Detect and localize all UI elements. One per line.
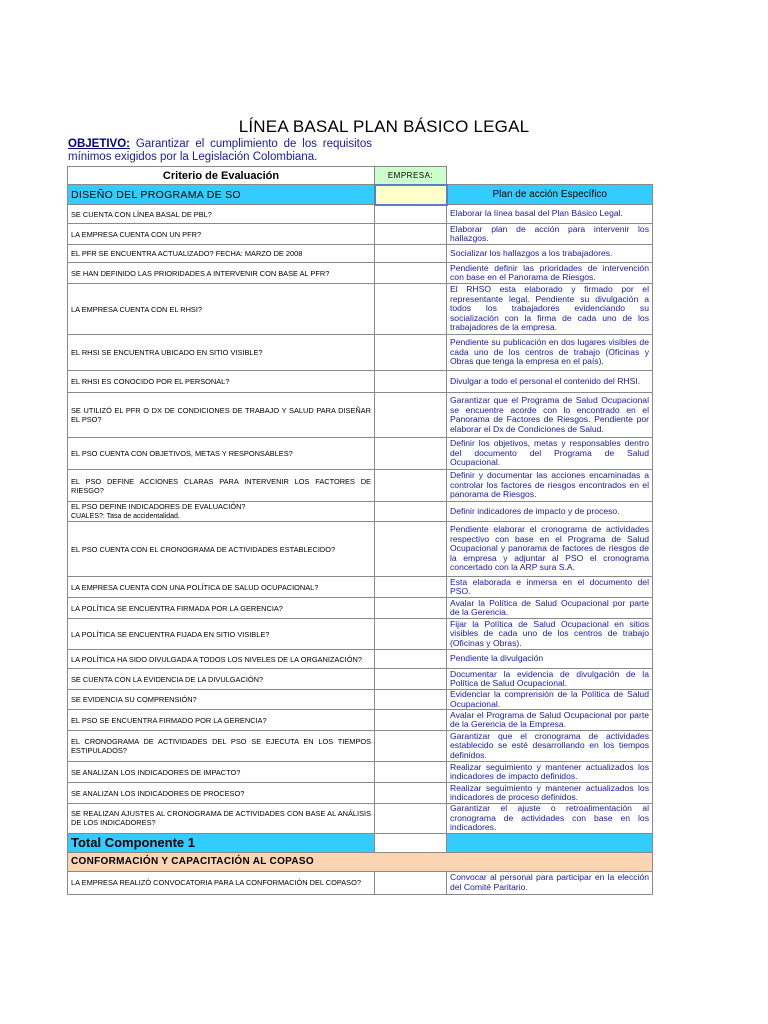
criterion-text: SE ANALIZAN LOS INDICADORES DE PROCESO?	[71, 788, 245, 798]
action-plan-cell: Definir los objetivos, metas y responsables dentro del documento del Programa de Salud Ocupacional.	[447, 438, 653, 470]
company-value-cell[interactable]	[375, 669, 447, 690]
section-copaso-header: CONFORMACIÓN Y CAPACITACIÓN AL COPASO	[68, 852, 653, 871]
company-value-cell[interactable]	[375, 650, 447, 669]
action-plan-cell: Definir indicadores de impacto y de proceso.	[447, 502, 653, 522]
table-row	[68, 762, 653, 783]
company-value-cell[interactable]	[375, 284, 447, 335]
action-plan-cell: Documentar la evidencia de divulgación de la Política de Salud Ocupacional.	[447, 669, 653, 690]
criterion-text: LA EMPRESA CUENTA CON UNA POLÍTICA DE SALUD OCUPACIONAL?	[71, 582, 319, 592]
company-value-cell[interactable]	[375, 393, 447, 438]
table-row	[68, 522, 653, 577]
criterion-cell	[68, 598, 375, 619]
criterion-cell	[68, 205, 375, 224]
criterion-cell	[68, 263, 375, 284]
criterion-cell	[68, 502, 375, 522]
objective-label: OBJETIVO:	[68, 138, 130, 150]
company-value-cell[interactable]	[375, 577, 447, 598]
criterion-text: EL PSO DEFINE ACCIONES CLARAS PARA INTERVENIR LOS FACTORES DE RIESGO?	[71, 476, 371, 495]
criterion-cell	[68, 762, 375, 783]
company-value-cell[interactable]	[375, 470, 447, 502]
criterion-text: LA POLÍTICA HA SIDO DIVULGADA A TODOS LOS NIVELES DE LA ORGANIZACIÓN?	[71, 654, 362, 664]
company-value-cell[interactable]	[375, 598, 447, 619]
action-plan-cell: Pendiente su publicación en dos lugares visibles de cada uno de los centros de trabajo (Oficinas y Obras que tenga la empresa en el país).	[447, 335, 653, 371]
company-header: EMPRESA:	[375, 167, 447, 185]
criterion-text: EL CRONOGRAMA DE ACTIVIDADES DEL PSO SE EJECUTA EN LOS TIEMPOS ESTIPULADOS?	[71, 737, 371, 755]
criterion-text: LA POLÍTICA SE ENCUENTRA FIJADA EN SITIO VISIBLE?	[71, 629, 270, 639]
criterion-cell	[68, 731, 375, 762]
criterion-text: SE HAN DEFINIDO LAS PRIORIDADES A INTERVENIR CON BASE AL PFR?	[71, 268, 330, 278]
action-plan-cell: Fijar la Política de Salud Ocupacional en sitios visibles de cada uno de los centros de trabajo (Oficinas y Obras).	[447, 619, 653, 650]
criterion-cell	[68, 393, 375, 438]
table-row	[68, 783, 653, 804]
action-plan-cell: Garantizar el ajuste o retroalimentación al cronograma de actividades con base en los indicadores.	[447, 804, 653, 834]
action-plan-cell: Garantizar que el cronograma de actividades establecido se esté desarrollando en los tiempos definidos.	[447, 731, 653, 762]
criterion-text: SE CUENTA CON LÍNEA BASAL DE PBL?	[71, 209, 212, 219]
table-row	[68, 470, 653, 502]
criterion-cell	[68, 371, 375, 393]
table-row	[68, 871, 653, 894]
table-row	[68, 669, 653, 690]
criterion-cell	[68, 438, 375, 470]
table-row	[68, 205, 653, 224]
table-row	[68, 502, 653, 522]
criterion-cell	[68, 284, 375, 335]
company-value-cell[interactable]	[375, 335, 447, 371]
company-value-cell[interactable]	[375, 263, 447, 284]
table-row	[68, 284, 653, 335]
criterion-text: LA EMPRESA CUENTA CON EL RHSI?	[71, 304, 203, 314]
company-value-cell[interactable]	[375, 245, 447, 263]
action-plan-cell: Divulgar a todo el personal el contenido del RHSI.	[447, 371, 653, 393]
section-design-header: DISEÑO DEL PROGRAMA DE SO	[68, 185, 375, 205]
criterion-cell	[68, 783, 375, 804]
criterion-text: EL PFR SE ENCUENTRA ACTUALIZADO? FECHA: MARZO DE 2008	[71, 249, 303, 258]
company-value-cell[interactable]	[375, 690, 447, 710]
company-value-cell[interactable]	[375, 371, 447, 393]
table-row	[68, 371, 653, 393]
company-value-cell[interactable]	[375, 224, 447, 245]
plan-header: Plan de acción Específico	[447, 185, 653, 205]
total-value-cell[interactable]	[375, 833, 447, 852]
table-row	[68, 804, 653, 834]
criterion-cell	[68, 335, 375, 371]
table-row	[68, 263, 653, 284]
action-plan-cell: Pendiente la divulgación	[447, 650, 653, 669]
criterion-text: EL RHSI SE ENCUENTRA UBICADO EN SITIO VISIBLE?	[71, 348, 263, 357]
company-value-cell[interactable]	[375, 731, 447, 762]
action-plan-cell: Elaborar plan de acción para intervenir los hallazgos.	[447, 224, 653, 245]
table-row	[68, 577, 653, 598]
company-value-cell[interactable]	[375, 871, 447, 894]
table-row	[68, 690, 653, 710]
total-plan-cell	[447, 833, 653, 852]
criterion-cell	[68, 245, 375, 263]
action-plan-cell: Socializar los hallazgos a los trabajadores.	[447, 245, 653, 263]
action-plan-cell: Elaborar la línea basal del Plan Básico Legal.	[447, 205, 653, 224]
action-plan-cell: Pendiente elaborar el cronograma de actividades respectivo con base en el Programa de Salud Ocupacional y panorama de factores de riesgos de la empresa y adjuntar al PSO el cronograma concertado con la ARP sura S.A.	[447, 522, 653, 577]
company-value-cell[interactable]	[375, 804, 447, 834]
criterion-cell	[68, 804, 375, 834]
company-value-cell[interactable]	[375, 619, 447, 650]
company-value-cell[interactable]	[375, 502, 447, 522]
evaluation-table	[67, 166, 653, 895]
company-value-cell[interactable]	[375, 710, 447, 731]
criterion-text: SE UTILIZÓ EL PFR O DX DE CONDICIONES DE TRABAJO Y SALUD PARA DISEÑAR EL PSO?	[71, 406, 371, 424]
company-value-cell[interactable]	[375, 205, 447, 224]
action-plan-cell: El RHSO esta elaborado y firmado por el representante legal. Pendiente su divulgación a todos los trabajadores evidenciando su socialización con la firma de cada uno de los trabajadores de la empresa.	[447, 284, 653, 335]
company-value-cell[interactable]	[375, 762, 447, 783]
criterion-text: SE ANALIZAN LOS INDICADORES DE IMPACTO?	[71, 767, 241, 777]
action-plan-cell: Realizar seguimiento y mantener actualizados los indicadores de proceso definidos.	[447, 783, 653, 804]
objective-text: Garantizar el cumplimiento de los requisitos mínimos exigidos por la Legislación Colombiana.	[68, 138, 372, 163]
document-title: LÍNEA BASAL PLAN BÁSICO LEGAL	[238, 117, 530, 136]
table-row	[68, 335, 653, 371]
table-row	[68, 224, 653, 245]
criterion-text: LA EMPRESA CUENTA CON UN PFR?	[71, 229, 202, 239]
criterion-text: EL RHSI ES CONOCIDO POR EL PERSONAL?	[71, 377, 230, 386]
criterion-text: SE CUENTA CON LA EVIDENCIA DE LA DIVULGACIÓN?	[71, 674, 264, 684]
criterion-cell	[68, 710, 375, 731]
objective	[68, 138, 372, 164]
action-plan-cell: Pendiente definir las prioridades de intervención con base en el Panorama de Riesgos.	[447, 263, 653, 284]
company-input-cell[interactable]	[375, 185, 447, 205]
criterion-cell: LA EMPRESA REALIZÓ CONVOCATORIA PARA LA CONFORMACIÓN DEL COPASO?	[68, 871, 375, 894]
criterion-cell	[68, 577, 375, 598]
criterion-cell	[68, 619, 375, 650]
action-plan-cell: Garantizar que el Programa de Salud Ocupacional se encuentre acorde con lo encontrado en el Panorama de Factores de Riesgos. Pendiente por elaborar el Dx de Condiciones de Salud.	[447, 393, 653, 438]
table-row	[68, 650, 653, 669]
criterion-text: LA POLÍTICA SE ENCUENTRA FIRMADA POR LA GERENCIA?	[71, 603, 283, 613]
action-plan-cell: Realizar seguimiento y mantener actualizados los indicadores de impacto definidos.	[447, 762, 653, 783]
criterion-cell	[68, 669, 375, 690]
table-row	[68, 598, 653, 619]
table-row	[68, 393, 653, 438]
action-plan-cell: Convocar al personal para participar en la elección del Comité Paritario.	[447, 871, 653, 894]
table-row	[68, 731, 653, 762]
action-plan-cell: Avalar el Programa de Salud Ocupacional por parte de la Gerencia de la Empresa.	[447, 710, 653, 731]
company-value-cell[interactable]	[375, 783, 447, 804]
blank-cell	[447, 167, 653, 185]
action-plan-cell: Esta elaborada e inmersa en el documento del PSO.	[447, 577, 653, 598]
criterion-text: EL PSO SE ENCUENTRA FIRMADO POR LA GERENCIA?	[71, 715, 267, 725]
criterion-subtext: CUALES?: Tasa de accidentalidad.	[71, 513, 180, 520]
total-row	[68, 833, 653, 852]
action-plan-cell: Definir y documentar las acciones encaminadas a controlar los factores de riesgos encontrados en el panorama de Riesgos.	[447, 470, 653, 502]
criterion-text: EL PSO CUENTA CON OBJETIVOS, METAS Y RESPONSABLES?	[71, 449, 293, 458]
criterion-cell	[68, 224, 375, 245]
table-row	[68, 619, 653, 650]
table-row	[68, 438, 653, 470]
criterion-cell	[68, 522, 375, 577]
criterion-cell	[68, 650, 375, 669]
table-row	[68, 245, 653, 263]
section-row	[68, 852, 653, 871]
criterion-cell	[68, 470, 375, 502]
company-value-cell[interactable]	[375, 522, 447, 577]
company-value-cell[interactable]	[375, 438, 447, 470]
criteria-header: Criterio de Evaluación	[68, 167, 375, 185]
criterion-text: SE REALIZAN AJUSTES AL CRONOGRAMA DE ACTIVIDADES CON BASE AL ANÁLISIS DE LOS INDICADORES?	[71, 809, 371, 828]
action-plan-cell: Avalar la Política de Salud Ocupacional por parte de la Gerencia.	[447, 598, 653, 619]
criterion-text: EL PSO CUENTA CON EL CRONOGRAMA DE ACTIVIDADES ESTABLECIDO?	[71, 544, 336, 554]
criterion-text: EL PSO DEFINE INDICADORES DE EVALUACIÓN?	[71, 502, 246, 511]
table-row	[68, 710, 653, 731]
action-plan-cell: Evidenciar la comprensión de la Política de Salud Ocupacional.	[447, 690, 653, 710]
criterion-text: SE EVIDENCIA SU COMPRENSIÓN?	[71, 695, 197, 704]
criterion-cell	[68, 690, 375, 710]
total-label: Total Componente 1	[68, 833, 375, 852]
